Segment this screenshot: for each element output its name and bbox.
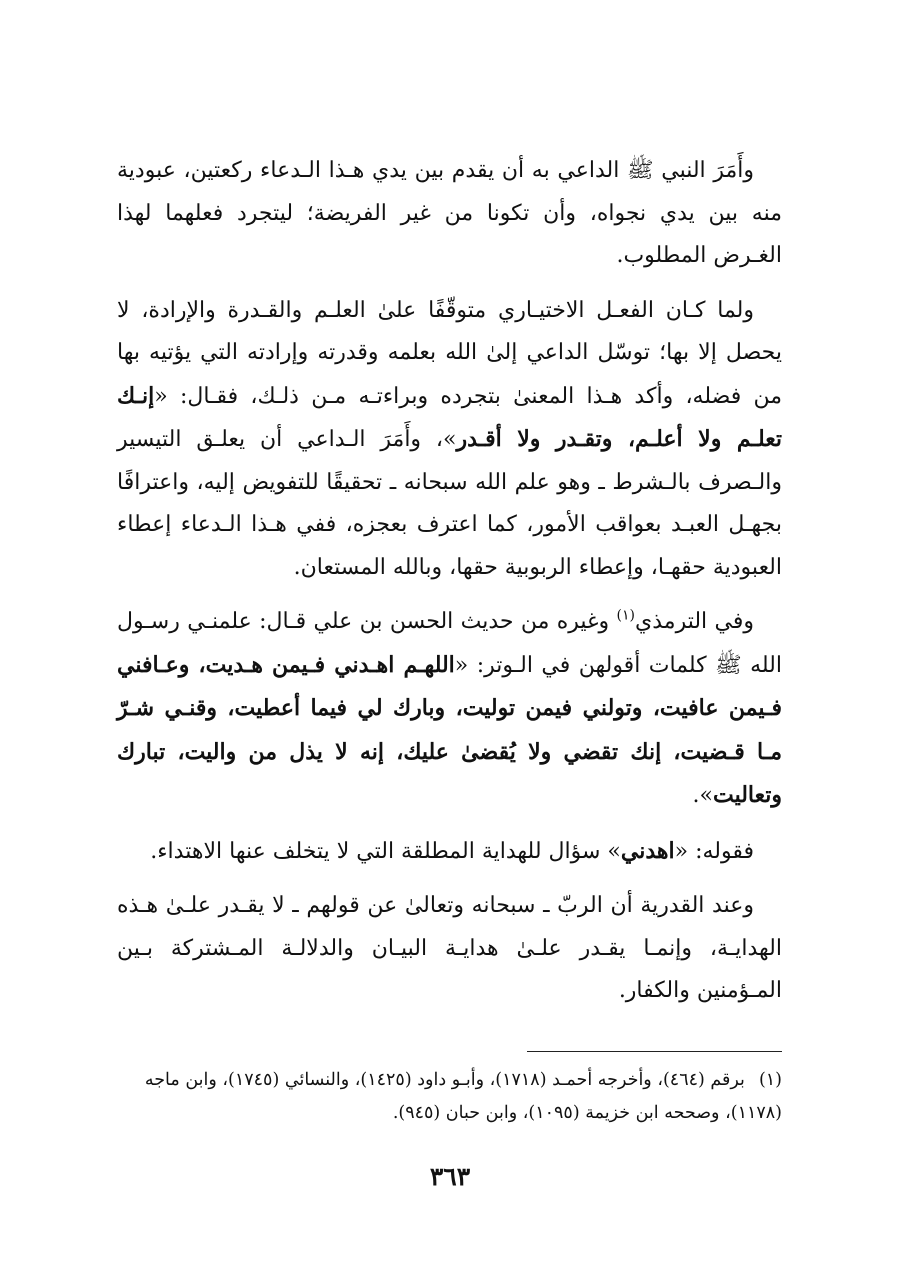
paragraph-5-text: وعند القدرية أن الربّ ـ سبحانه وتعالىٰ عن قولهم ـ لا يقـدر علـىٰ هـذه الهدايـة، وإنمـا يقـدر علـىٰ هدايـة البيـان والدلالـة المـشتركة بـين المـؤمنين والكفار. <box>117 893 782 1003</box>
paragraph-4-bold-word: اهدني <box>620 837 675 864</box>
paragraph-2-text-a: ولما كـان الفعـل الاختيـاري متوقّفًا علىٰ العلـم والقـدرة والإرادة، لا يحصل إلا بها؛ توسّل الداعي إلىٰ الله بعلمه وقدرته وإرادته التي يؤتيه بها من فضله، وأكد هـذا المعنىٰ بتجرده وبراءتـه مـن ذلـك، فقـال: « <box>117 297 782 409</box>
footnote-divider <box>527 1051 782 1052</box>
paragraph-3-text-c: ». <box>692 783 713 808</box>
paragraph-5 <box>117 885 782 1013</box>
paragraph-3 <box>117 601 782 818</box>
paragraph-4 <box>117 830 782 874</box>
paragraph-2-bold-quote: إنـك تعلـم ولا أعلـم، وتقـدر ولا أقـدر <box>117 382 782 452</box>
paragraph-1 <box>117 150 782 278</box>
paragraph-3-bold-supplication: اللهـم اهـدني فـيمن هـديت، وعـافني فـيمن عافيت، وتولني فيمن توليت، وبارك لي فيما أعطيت، وقنـي شـرّ مـا قـضيت، إنك تقضي ولا يُقضىٰ عليك، إنه لا يذل من واليت، تبارك وتعاليت <box>117 651 782 808</box>
paragraph-3-text-b: وغيره من حديث الحسن بن علي قـال: علمنـي رسـول الله ﷺ كلمات أقولهن في الـوتر: « <box>117 609 782 678</box>
footnote-reference: (١) <box>616 607 636 624</box>
footnote-1 <box>117 1064 782 1130</box>
page-number: ٣٦٣ <box>429 1162 471 1191</box>
paragraph-1-text: وأَمَرَ النبي ﷺ الداعي به أن يقدم بين يدي هـذا الـدعاء ركعتين، عبودية منه بين يدي نجواه، وأن تكونا من غير الفريضة؛ ليتجرد فعلهما لهذا الغـرض المطلوب. <box>117 158 782 268</box>
main-text <box>117 150 782 1025</box>
paragraph-2-text-b: »، وأَمَرَ الـداعي أن يعلـق التيسير والـصرف بالـشرط ـ وهو علم الله سبحانه ـ تحقيقًا للتفويض إليه، واعترافًا بجهـل العبـد بعواقب الأمور، كما اعترف بعجزه، ففي هـذا الـدعاء إعطاء العبودية حقهـا، وإعطاء الربوبية حقها، وبالله المستعان. <box>117 427 782 580</box>
footnote-1-marker: (١) <box>758 1070 782 1090</box>
paragraph-4-text-a: فقوله: « <box>674 838 754 864</box>
footnote-1-text: برقم (٤٦٤)، وأخرجه أحمـد (١٧١٨)، وأبـو داود (١٤٢٥)، والنسائي (١٧٤٥)، وابن ماجه (١١٧٨)، وصححه ابن خزيمة (١٠٩٥)، وابن حبان (٩٤٥). <box>144 1070 782 1123</box>
paragraph-4-text-b: » سؤال للهداية المطلقة التي لا يتخلف عنها الاهتداء. <box>150 838 621 864</box>
footnotes-section <box>117 1064 782 1130</box>
paragraph-2 <box>117 290 782 590</box>
paragraph-3-text-a: وفي الترمذي <box>635 609 754 634</box>
